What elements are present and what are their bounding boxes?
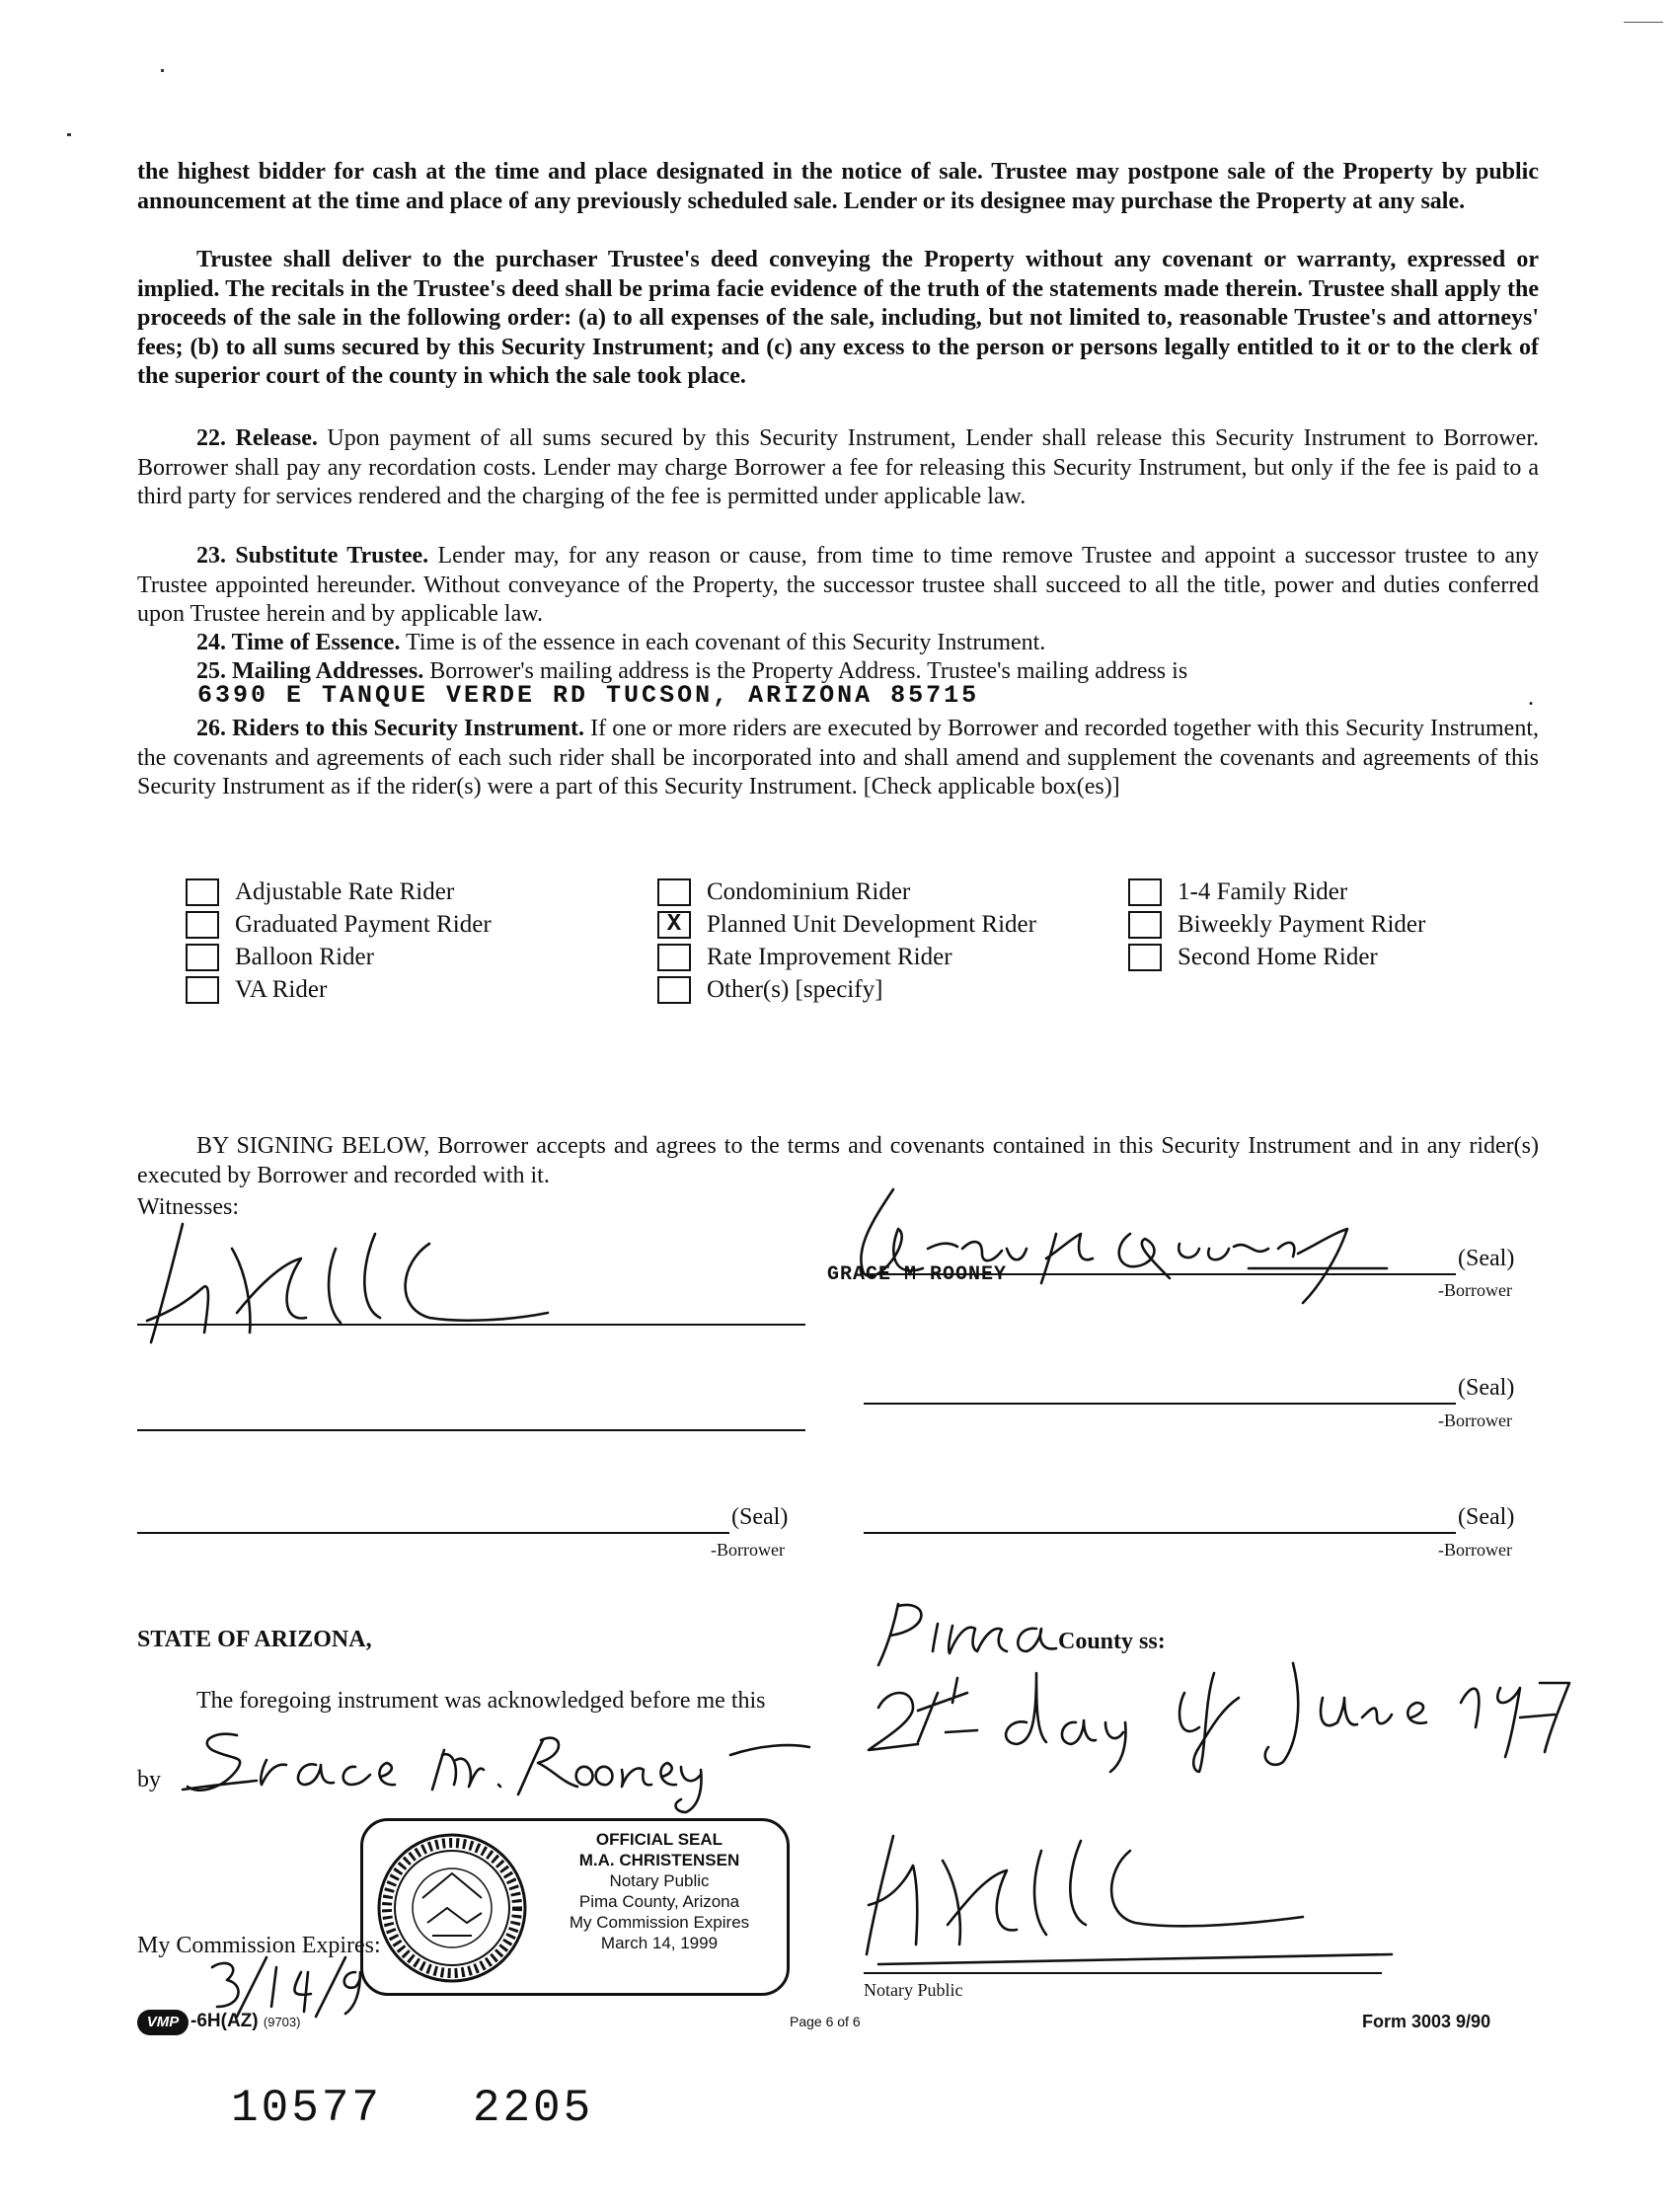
checkbox-balloon-rider[interactable]: [186, 944, 219, 971]
checkbox-adjustable-rate-rider[interactable]: [186, 878, 219, 906]
trustee-address: 6390 E TANQUE VERDE RD TUCSON, ARIZONA 85715: [197, 681, 980, 710]
checkbox-biweekly-payment-rider[interactable]: [1128, 911, 1162, 939]
borrower-line-4: [864, 1532, 1456, 1534]
borrower-label: -Borrower: [1438, 1280, 1512, 1300]
witness-signature: [133, 1194, 577, 1352]
trustee-deed-paragraph: Trustee shall deliver to the purchaser Trustee's deed conveying the Property without any covenant or warranty, expressed or implied. The recitals in the Trustee's deed shall be prima facie evidence of the truth of the statements made therein. Trustee shall apply the proceeds of the sale in the following order: (a) to all expenses of the sale, including, but not limited to, reasonable Trustee's and attorneys' fees; (b) to all sums secured by this Security Instrument; and (c) any excess to the person or persons legally entitled to it or to the clerk of the superior court of the county in which the sale took place.: [137, 247, 1539, 389]
seal-label: (Seal): [1458, 1504, 1515, 1530]
section-26-title: 26. Riders to this Security Instrument.: [196, 716, 585, 741]
county-label: County ss:: [1058, 1629, 1166, 1654]
witness-line-1: [137, 1324, 805, 1326]
scan-mark: [1624, 22, 1663, 23]
notary-public-label: Notary Public: [864, 1980, 963, 2000]
section-24-text: Time is of the essence in each covenant of this Security Instrument.: [406, 630, 1046, 655]
section-22-text: Upon payment of all sums secured by this Security Instrument, Lender shall release this Security Instrument to Borrower. Borrower shall pay any recordation costs. Lender may charge Borrower a fee for releasing this Security Instrument, but only if the fee is paid to a third party for services rendered and the charging of the fee is permitted under applicable law.: [137, 425, 1539, 509]
section-24: [137, 629, 1539, 658]
section-25-title: 25. Mailing Addresses.: [196, 658, 424, 684]
acknowledgment-text: The foregoing instrument was acknowledged before me this: [196, 1688, 766, 1714]
section-22-title: 22. Release.: [196, 425, 318, 451]
arizona-state-seal-icon: [373, 1829, 531, 1987]
rider-label: Rate Improvement Rider: [707, 944, 952, 970]
borrower-name: GRACE M ROONEY: [827, 1263, 1008, 1286]
witness-line-2: [137, 1429, 805, 1431]
rider-label: Condominium Rider: [707, 878, 911, 905]
stamp-text: [536, 1829, 783, 1953]
vmp-logo: VMP: [137, 2010, 189, 2035]
rider-label: Adjustable Rate Rider: [235, 878, 455, 905]
checkbox-condominium-rider[interactable]: [657, 878, 691, 906]
state-label: STATE OF ARIZONA,: [137, 1627, 372, 1652]
section-26: [137, 715, 1539, 802]
stamp-line: My Commission Expires: [569, 1913, 750, 1932]
seal-label: (Seal): [1458, 1375, 1515, 1401]
page-number: Page 6 of 6: [790, 2014, 861, 2029]
sale-paragraph: the highest bidder for cash at the time and place designated in the notice of sale. Trustee may postpone sale of the Property by public announcement at the time and place of any previously scheduled sale. Lender or its designee may purchase the Property at any sale.: [137, 159, 1539, 214]
section-23-text: Lender may, for any reason or cause, from time to time remove Trustee and appoint a successor trustee to any Trustee appointed hereunder. Without conveyance of the Property, the successor trustee shall succeed to all the title, power and duties conferred upon Trustee herein and by applicable law.: [137, 543, 1540, 627]
by-label: by: [137, 1767, 161, 1792]
stamp-line: March 14, 1999: [600, 1934, 719, 1952]
checkbox-va-rider[interactable]: [186, 976, 219, 1004]
borrower-label: -Borrower: [711, 1540, 785, 1560]
rider-label: 1-4 Family Rider: [1178, 878, 1348, 905]
signing-statement: BY SIGNING BELOW, Borrower accepts and agrees to the terms and covenants contained in this Security Instrument and in any rider(s) executed by Borrower and recorded with it.: [137, 1133, 1539, 1188]
rider-label: Planned Unit Development Rider: [707, 911, 1036, 938]
notary-signature: [859, 1806, 1421, 1974]
section-23: [137, 542, 1539, 630]
rider-label: Graduated Payment Rider: [235, 911, 492, 938]
section-25-text: Borrower's mailing address is the Property Address. Trustee's mailing address is: [429, 658, 1188, 684]
record-number: 10577 2205: [231, 2083, 594, 2134]
borrower-line-2: [864, 1403, 1456, 1405]
borrower-line-3: [137, 1532, 729, 1534]
stamp-line: Pima County, Arizona: [578, 1892, 740, 1911]
borrower-signature: [834, 1180, 1407, 1308]
checkbox-other-rider[interactable]: [657, 976, 691, 1004]
checkbox-rate-improvement-rider[interactable]: [657, 944, 691, 971]
scan-mark: [161, 69, 164, 72]
by-name-handwritten: [178, 1716, 829, 1814]
acknowledgment-date-handwritten: [859, 1634, 1589, 1777]
section-23-title: 23. Substitute Trustee.: [196, 543, 429, 569]
witnesses-label: Witnesses:: [137, 1194, 240, 1220]
rider-label: Balloon Rider: [235, 944, 374, 970]
stamp-line: Notary Public: [609, 1871, 710, 1890]
rider-label: Other(s) [specify]: [707, 976, 883, 1003]
form-code-small: (9703): [263, 2015, 301, 2029]
section-24-title: 24. Time of Essence.: [196, 630, 401, 655]
address-period: .: [1528, 685, 1534, 711]
notary-signature-line: [864, 1972, 1382, 1974]
checkbox-1-4-family-rider[interactable]: [1128, 878, 1162, 906]
section-22: [137, 424, 1539, 512]
borrower-label: -Borrower: [1438, 1411, 1512, 1430]
seal-label: (Seal): [1458, 1246, 1515, 1271]
stamp-line: M.A. CHRISTENSEN: [578, 1851, 740, 1869]
scan-mark: [67, 133, 71, 136]
form-number: Form 3003 9/90: [1362, 2012, 1491, 2031]
checkbox-second-home-rider[interactable]: [1128, 944, 1162, 971]
rider-label: VA Rider: [235, 976, 328, 1003]
seal-label: (Seal): [731, 1504, 789, 1530]
section-26-text: If one or more riders are executed by Borrower and recorded together with this Security Instrument, the covenants and agreements of each such rider shall be incorporated into and shall amend and supplement the covenants and agreements of this Security Instrument as if the rider(s) were a part of this Security Instrument. [Check applicable box(es)]: [137, 716, 1539, 800]
form-code: [190, 2011, 300, 2032]
borrower-label: -Borrower: [1438, 1540, 1512, 1560]
official-seal-stamp: [360, 1818, 790, 1996]
stamp-line: OFFICIAL SEAL: [595, 1830, 723, 1849]
commission-label: My Commission Expires:: [137, 1933, 381, 1958]
checkbox-graduated-payment-rider[interactable]: [186, 911, 219, 939]
checkbox-planned-unit-development-rider[interactable]: X: [657, 911, 691, 939]
rider-label: Second Home Rider: [1178, 944, 1378, 970]
form-code-main: -6H(AZ): [190, 2011, 259, 2031]
rider-label: Biweekly Payment Rider: [1178, 911, 1426, 938]
